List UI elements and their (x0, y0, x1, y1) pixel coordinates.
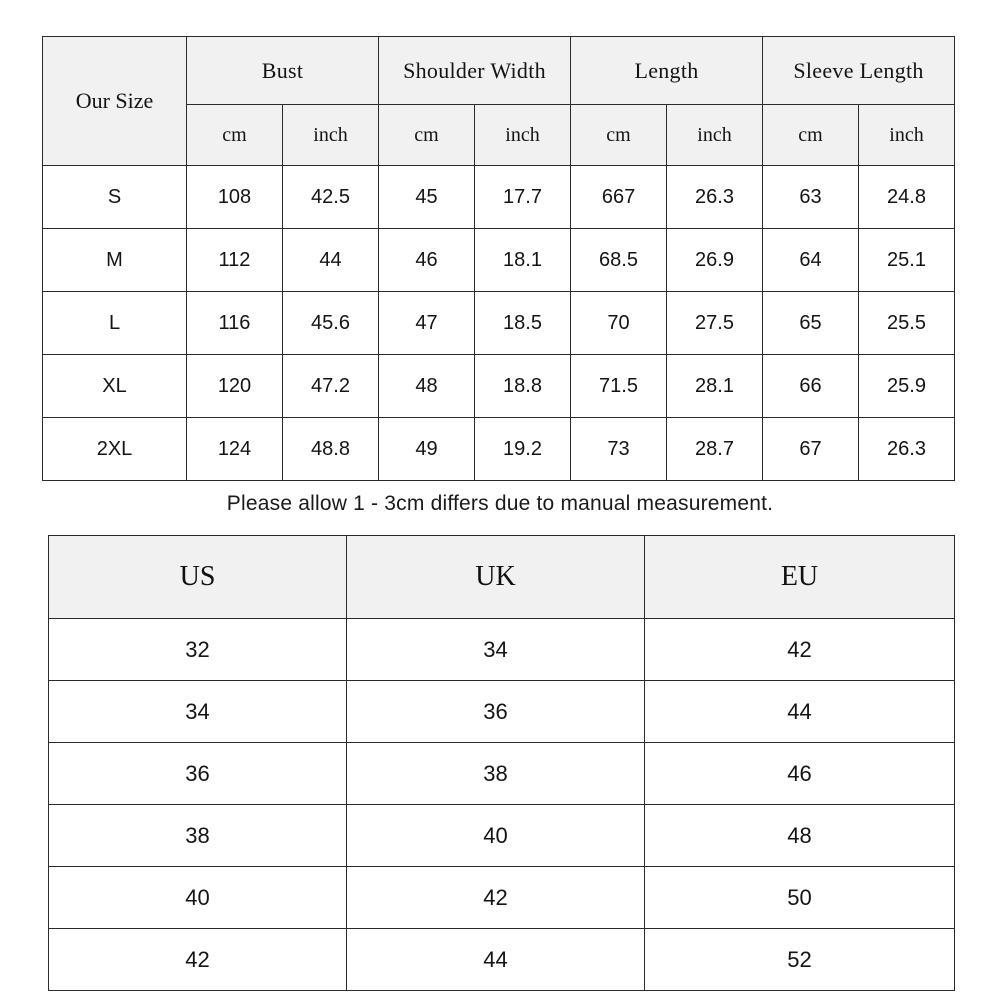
cell-shoulder-inch: 18.5 (475, 292, 571, 355)
cell-sleeve-cm: 66 (763, 355, 859, 418)
cell-bust-cm: 120 (187, 355, 283, 418)
cell-length-inch: 27.5 (667, 292, 763, 355)
size-conversion-table (48, 535, 955, 991)
size-measurement-table (42, 36, 955, 481)
cell-bust-cm: 108 (187, 166, 283, 229)
header-unit-length-cm: cm (571, 105, 667, 166)
cell-eu: 46 (645, 743, 955, 805)
cell-eu: 48 (645, 805, 955, 867)
cell-us: 38 (49, 805, 347, 867)
cell-us: 32 (49, 619, 347, 681)
header-unit-bust-cm: cm (187, 105, 283, 166)
measurement-note: Please allow 1 - 3cm differs due to manual measurement. (226, 492, 774, 515)
header-eu: EU (645, 536, 955, 619)
cell-us: 40 (49, 867, 347, 929)
table-row (43, 166, 955, 229)
header-length: Length (571, 37, 763, 105)
cell-sleeve-inch: 24.8 (859, 166, 955, 229)
cell-bust-inch: 47.2 (283, 355, 379, 418)
row-size-label: L (43, 292, 187, 355)
header-unit-sleeve-inch: inch (859, 105, 955, 166)
cell-shoulder-cm: 49 (379, 418, 475, 481)
table-row (43, 292, 955, 355)
conversion-header-row (49, 536, 955, 619)
row-size-label: S (43, 166, 187, 229)
cell-shoulder-inch: 18.8 (475, 355, 571, 418)
table-row (43, 418, 955, 481)
table-row (49, 867, 955, 929)
cell-uk: 38 (347, 743, 645, 805)
cell-length-inch: 28.7 (667, 418, 763, 481)
cell-uk: 40 (347, 805, 645, 867)
cell-bust-inch: 48.8 (283, 418, 379, 481)
header-us: US (49, 536, 347, 619)
cell-eu: 42 (645, 619, 955, 681)
cell-sleeve-inch: 25.5 (859, 292, 955, 355)
cell-us: 36 (49, 743, 347, 805)
cell-eu: 44 (645, 681, 955, 743)
size-table-header-row-measurements (43, 37, 955, 105)
cell-eu: 50 (645, 867, 955, 929)
cell-shoulder-cm: 48 (379, 355, 475, 418)
cell-uk: 34 (347, 619, 645, 681)
cell-length-inch: 26.3 (667, 166, 763, 229)
header-unit-length-inch: inch (667, 105, 763, 166)
header-our-size: Our Size (43, 37, 187, 166)
row-size-label: M (43, 229, 187, 292)
header-unit-shoulder-cm: cm (379, 105, 475, 166)
cell-uk: 44 (347, 929, 645, 991)
header-sleeve-length: Sleeve Length (763, 37, 955, 105)
cell-length-cm: 73 (571, 418, 667, 481)
cell-length-cm: 71.5 (571, 355, 667, 418)
cell-length-cm: 667 (571, 166, 667, 229)
cell-bust-cm: 124 (187, 418, 283, 481)
cell-uk: 42 (347, 867, 645, 929)
cell-sleeve-inch: 26.3 (859, 418, 955, 481)
size-table-head (43, 37, 955, 166)
cell-bust-inch: 45.6 (283, 292, 379, 355)
header-bust: Bust (187, 37, 379, 105)
cell-us: 42 (49, 929, 347, 991)
conversion-table-body (49, 619, 955, 991)
header-shoulder-width: Shoulder Width (379, 37, 571, 105)
size-conversion-table-container (48, 535, 954, 991)
cell-bust-inch: 42.5 (283, 166, 379, 229)
cell-bust-cm: 112 (187, 229, 283, 292)
size-measurement-table-container (42, 36, 953, 481)
row-size-label: XL (43, 355, 187, 418)
cell-shoulder-inch: 18.1 (475, 229, 571, 292)
cell-sleeve-cm: 64 (763, 229, 859, 292)
cell-bust-cm: 116 (187, 292, 283, 355)
cell-shoulder-cm: 46 (379, 229, 475, 292)
header-unit-shoulder-inch: inch (475, 105, 571, 166)
cell-sleeve-cm: 67 (763, 418, 859, 481)
header-unit-bust-inch: inch (283, 105, 379, 166)
header-uk: UK (347, 536, 645, 619)
header-unit-sleeve-cm: cm (763, 105, 859, 166)
table-row (49, 619, 955, 681)
table-row (49, 743, 955, 805)
cell-sleeve-cm: 65 (763, 292, 859, 355)
cell-uk: 36 (347, 681, 645, 743)
cell-sleeve-cm: 63 (763, 166, 859, 229)
table-row (49, 681, 955, 743)
table-row (43, 229, 955, 292)
row-size-label: 2XL (43, 418, 187, 481)
table-row (49, 929, 955, 991)
cell-shoulder-cm: 45 (379, 166, 475, 229)
cell-shoulder-inch: 17.7 (475, 166, 571, 229)
cell-length-inch: 26.9 (667, 229, 763, 292)
cell-eu: 52 (645, 929, 955, 991)
cell-length-cm: 68.5 (571, 229, 667, 292)
cell-length-cm: 70 (571, 292, 667, 355)
table-row (49, 805, 955, 867)
table-row (43, 355, 955, 418)
cell-sleeve-inch: 25.9 (859, 355, 955, 418)
cell-length-inch: 28.1 (667, 355, 763, 418)
cell-sleeve-inch: 25.1 (859, 229, 955, 292)
cell-us: 34 (49, 681, 347, 743)
conversion-table-head (49, 536, 955, 619)
size-table-body (43, 166, 955, 481)
cell-shoulder-inch: 19.2 (475, 418, 571, 481)
cell-bust-inch: 44 (283, 229, 379, 292)
cell-shoulder-cm: 47 (379, 292, 475, 355)
